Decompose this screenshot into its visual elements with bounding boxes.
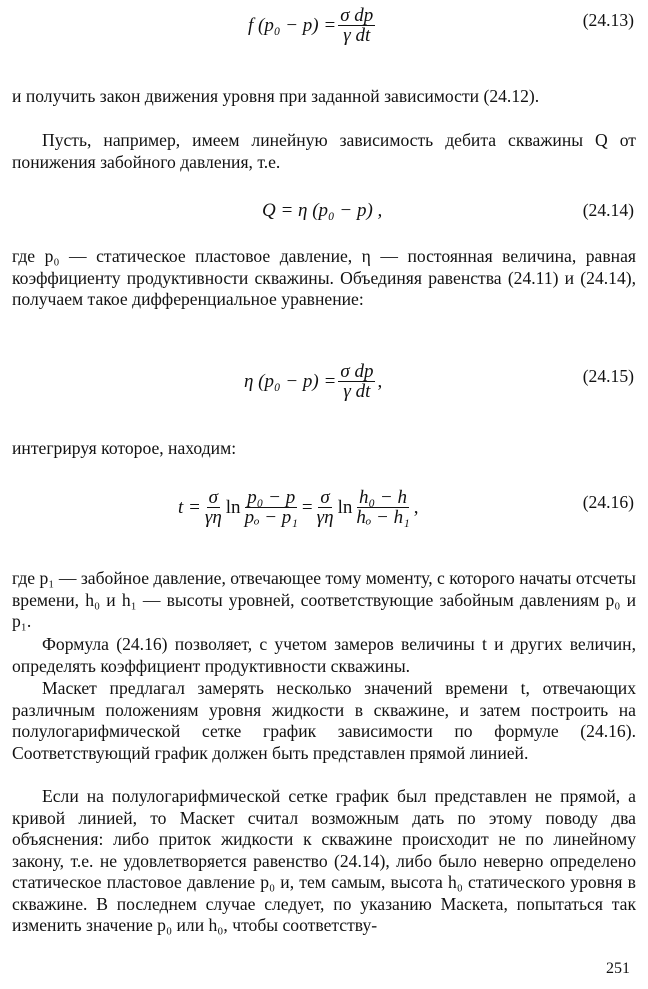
- equation-number: (24.13): [582, 10, 634, 30]
- equals-sign: =: [301, 496, 313, 518]
- paragraph: и получить закон движения уровня при заданной зависимости (24.12).: [12, 86, 540, 106]
- fraction-denominator: γ dt: [343, 381, 371, 402]
- fraction-numerator: σ: [208, 487, 218, 508]
- equation-24-16: [0, 488, 648, 528]
- paragraph: Формула (24.16) позволяет, с учетом замеров величины t и других величин, определять коэффициент продуктивности скважины.: [12, 634, 636, 676]
- equation-expression: Q = η (p₀ − p) ,: [262, 200, 383, 221]
- fraction: [315, 488, 336, 527]
- fraction-numerator: h₀ − h: [359, 487, 407, 508]
- fraction-denominator: γη: [316, 507, 334, 528]
- fraction-numerator: σ dp: [340, 5, 374, 26]
- paragraph: Пусть, например, имеем линейную зависимость дебита скважины Q от понижения забойного давления, т.е.: [12, 130, 636, 172]
- equation-lhs: f (p₀ − p) =: [248, 14, 337, 36]
- ln-operator: ln: [225, 496, 241, 518]
- fraction-numerator: σ dp: [340, 361, 374, 382]
- equation-number: (24.16): [582, 492, 634, 512]
- equation-24-14: [0, 196, 648, 236]
- equation-lhs: η (p₀ − p) =: [244, 370, 337, 392]
- equation-t: t =: [178, 496, 201, 518]
- fraction-denominator: pₒ − p₁: [244, 507, 298, 528]
- fraction-denominator: hₒ − h₁: [356, 507, 410, 528]
- ln-operator: ln: [337, 496, 353, 518]
- equation-tail: ,: [377, 370, 383, 392]
- fraction-denominator: γ dt: [343, 25, 371, 46]
- paragraph: где p₁ — забойное давление, отвечающее тому моменту, с которого начаты отсчеты времени, h₀ и h₁ — высоты уровней, соответствующие забойным давлениям p₀ и p₁.: [12, 568, 636, 631]
- paragraph: интегрируя которое, находим:: [12, 438, 237, 458]
- page-number: 251: [606, 960, 630, 977]
- fraction: [354, 488, 411, 527]
- equation-tail: ,: [413, 496, 419, 518]
- fraction: [203, 488, 224, 527]
- fraction: [338, 362, 375, 401]
- equation-24-15: [0, 362, 648, 402]
- paragraph: где p₀ — статическое пластовое давление, η — постоянная величина, равная коэффициенту продуктивности скважины. Объединяя равенства (24.11) и (24.14), получаем такое дифференциальное уравнение:: [12, 246, 636, 309]
- fraction-numerator: p₀ − p: [247, 487, 296, 508]
- equation-number: (24.14): [582, 200, 634, 220]
- equation-number: (24.15): [582, 366, 634, 386]
- equation-24-13: [0, 6, 648, 46]
- paragraph: Если на полулогарифмической сетке график был представлен не прямой, а кривой линией, то Маскет считал возможным дать по этому поводу два объяснения: либо приток жидкости к скважине происходит не по линейному закону, т.е. не удовлетворяется равенство (24.14), либо было неверно определено статическое пластовое давление p₀ и, тем самым, высота h₀ статического уровня в скважине. В последнем случае следует, по указанию Маскета, попытаться так изменить значение p₀ или h₀, чтобы соответству-: [12, 786, 636, 935]
- fraction: [243, 488, 300, 527]
- fraction: [338, 6, 375, 45]
- fraction-denominator: γη: [204, 507, 222, 528]
- paragraph: Маскет предлагал замерять несколько значений времени t, отвечающих различным положениям уровня жидкости в скважине, и затем построить на полулогарифмической сетке график зависимости по формуле (24.16). Соответствующий график должен быть представлен прямой линией.: [12, 678, 636, 763]
- fraction-numerator: σ: [320, 487, 330, 508]
